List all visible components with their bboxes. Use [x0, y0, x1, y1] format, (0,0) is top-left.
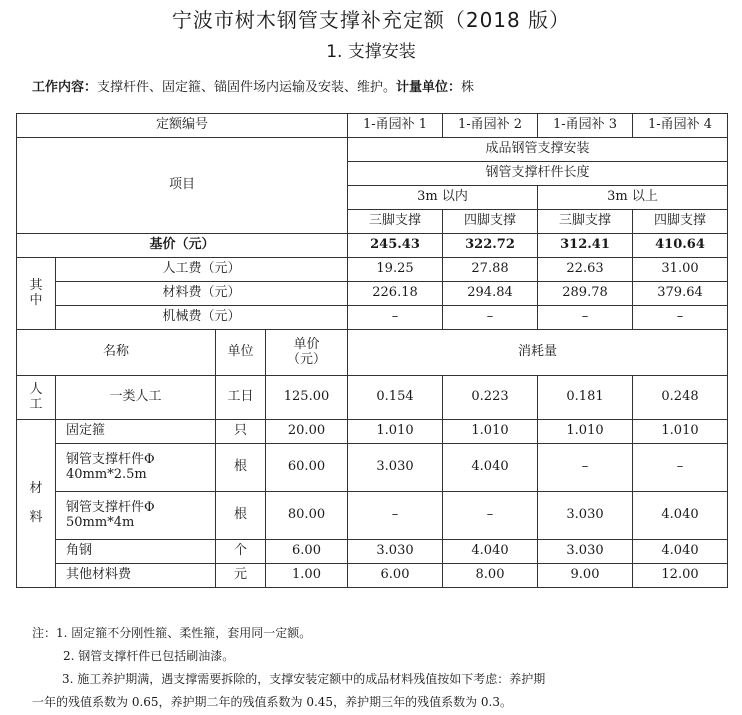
consumption-value: 1.010	[348, 420, 443, 444]
consumption-value: –	[538, 444, 633, 492]
consumption-value: 3.030	[538, 492, 633, 540]
cost-value: –	[538, 306, 633, 330]
consumption-value: 0.181	[538, 376, 633, 420]
note-1: 注：1. 固定箍不分刚性箍、柔性箍，套用同一定额。	[32, 626, 312, 640]
resource-name: 角钢	[56, 540, 216, 564]
consumption-header: 消耗量	[348, 330, 728, 376]
consumption-value: 0.223	[443, 376, 538, 420]
type-header: 四脚支撑	[633, 210, 728, 234]
consumption-value: 3.030	[348, 540, 443, 564]
consumption-value: 1.010	[538, 420, 633, 444]
name-header: 名称	[17, 330, 216, 376]
consumption-header-row	[17, 330, 728, 376]
consumption-value: 12.00	[633, 564, 728, 588]
quota-number-row	[17, 114, 728, 138]
consumption-value: 1.010	[633, 420, 728, 444]
consumption-value: 4.040	[633, 540, 728, 564]
consumption-value: 8.00	[443, 564, 538, 588]
consumption-value: –	[443, 492, 538, 540]
consumption-value: 0.248	[633, 376, 728, 420]
resource-price: 80.00	[266, 492, 348, 540]
work-content-label: 工作内容：	[32, 80, 98, 95]
quota-number-cell: 1-甬园补 1	[348, 114, 443, 138]
resource-unit: 个	[216, 540, 266, 564]
resource-unit: 工日	[216, 376, 266, 420]
quota-table	[16, 113, 728, 588]
base-price-value: 322.72	[443, 234, 538, 258]
resource-unit: 元	[216, 564, 266, 588]
length-header-b: 3m 以上	[538, 186, 728, 210]
measure-unit-label: 计量单位：	[396, 80, 462, 95]
base-price-value: 410.64	[633, 234, 728, 258]
material-row	[17, 540, 728, 564]
consumption-value: 0.154	[348, 376, 443, 420]
type-header: 四脚支撑	[443, 210, 538, 234]
cost-value: 27.88	[443, 258, 538, 282]
notes-prefix: 注：	[32, 626, 57, 640]
consumption-value: 3.030	[348, 444, 443, 492]
cost-value: 22.63	[538, 258, 633, 282]
quota-number-label: 定额编号	[17, 114, 348, 138]
section-subtitle: 1. 支撑安装	[326, 42, 416, 62]
resource-price: 1.00	[266, 564, 348, 588]
resource-unit: 只	[216, 420, 266, 444]
consumption-value: 4.040	[633, 492, 728, 540]
cost-value: 31.00	[633, 258, 728, 282]
cost-row-material	[17, 282, 728, 306]
cost-value: 289.78	[538, 282, 633, 306]
item-label: 项目	[17, 138, 348, 234]
quota-number-cell: 1-甬园补 3	[538, 114, 633, 138]
note-3: 3. 施工养护期满，遇支撑需要拆除的，支撑安装定额中的成品材料残值按如下考虑：养护期	[62, 672, 546, 686]
quota-number-cell: 1-甬园补 4	[633, 114, 728, 138]
material-row	[17, 492, 728, 540]
note-2: 2. 钢管支撑杆件已包括刷油漆。	[63, 649, 235, 663]
notes	[32, 622, 732, 714]
cost-label: 人工费（元）	[56, 258, 348, 282]
price-header: 单价（元）	[266, 330, 348, 376]
measure-unit-value: 株	[461, 80, 475, 95]
cost-value: 379.64	[633, 282, 728, 306]
resource-name: 钢管支撑杆件Φ 40mm*2.5m	[56, 444, 216, 492]
cost-label: 材料费（元）	[56, 282, 348, 306]
cost-value: 19.25	[348, 258, 443, 282]
work-content-line	[32, 76, 474, 95]
consumption-value: 4.040	[443, 540, 538, 564]
cost-value: 294.84	[443, 282, 538, 306]
material-row	[17, 564, 728, 588]
consumption-value: 3.030	[538, 540, 633, 564]
base-price-value: 312.41	[538, 234, 633, 258]
labor-group-label: 人工	[17, 376, 56, 420]
material-group-label: 材料	[17, 420, 56, 588]
unit-header: 单位	[216, 330, 266, 376]
consumption-value: –	[348, 492, 443, 540]
cost-row-machine	[17, 306, 728, 330]
resource-name: 固定箍	[56, 420, 216, 444]
group-header-1: 成品钢管支撑安装	[348, 138, 728, 162]
resource-name: 其他材料费	[56, 564, 216, 588]
of-which-label: 其中	[17, 258, 56, 330]
consumption-value: –	[633, 444, 728, 492]
quota-number-cell: 1-甬园补 2	[443, 114, 538, 138]
consumption-value: 9.00	[538, 564, 633, 588]
work-content-text: 支撑杆件、固定箍、锚固件场内运输及安装、维护。	[97, 80, 397, 95]
cost-label: 机械费（元）	[56, 306, 348, 330]
resource-price: 6.00	[266, 540, 348, 564]
base-price-label: 基价（元）	[17, 234, 348, 258]
consumption-value: 1.010	[443, 420, 538, 444]
resource-name: 钢管支撑杆件Φ 50mm*4m	[56, 492, 216, 540]
group-header-2: 钢管支撑杆件长度	[348, 162, 728, 186]
cost-value: –	[348, 306, 443, 330]
consumption-value: 6.00	[348, 564, 443, 588]
cost-value: –	[633, 306, 728, 330]
note-3-continued: 一年的残值系数为 0.65，养护期二年的残值系数为 0.45，养护期三年的残值系数为 0.3。	[32, 695, 512, 709]
resource-name: 一类人工	[56, 376, 216, 420]
resource-unit: 根	[216, 444, 266, 492]
cost-row-labor	[17, 258, 728, 282]
length-header-a: 3m 以内	[348, 186, 538, 210]
resource-unit: 根	[216, 492, 266, 540]
material-row	[17, 444, 728, 492]
consumption-value: 4.040	[443, 444, 538, 492]
cost-value: –	[443, 306, 538, 330]
type-header: 三脚支撑	[538, 210, 633, 234]
header-row-1	[17, 138, 728, 162]
base-price-value: 245.43	[348, 234, 443, 258]
labor-row	[17, 376, 728, 420]
resource-price: 20.00	[266, 420, 348, 444]
resource-price: 125.00	[266, 376, 348, 420]
page-title: 宁波市树木钢管支撑补充定额（2018 版）	[171, 8, 571, 32]
type-header: 三脚支撑	[348, 210, 443, 234]
material-row	[17, 420, 728, 444]
base-price-row	[17, 234, 728, 258]
cost-value: 226.18	[348, 282, 443, 306]
resource-price: 60.00	[266, 444, 348, 492]
